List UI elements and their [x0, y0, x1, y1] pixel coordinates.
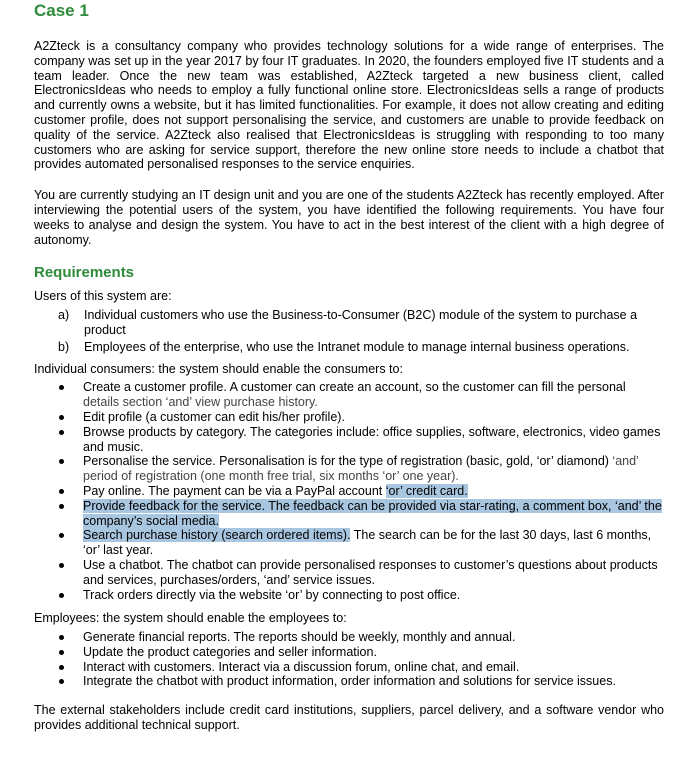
bullet-icon [59, 665, 64, 670]
list-item [34, 410, 664, 425]
list-item [34, 484, 664, 499]
employees-label: Employees: the system should enable the employees to: [34, 611, 347, 626]
bullet-icon [59, 650, 64, 655]
intro-paragraph-2: You are currently studying an IT design unit and you are one of the students A2Zteck has recently employed. After interviewing the potential users of the system, you have identified the following requirements. You have four weeks to analyse and design the system. You have to act in the best interest of the client with a high degree of autonomy. [34, 188, 664, 247]
list-item-text: Pay online. The payment can be via a PayPal account [83, 483, 386, 498]
list-item-text: ‘and’ period of registration (one month free trial, six months ‘or’ one year). [83, 454, 639, 484]
list-item [34, 308, 664, 338]
requirements-heading: Requirements [34, 264, 135, 282]
list-item [34, 645, 664, 660]
bullet-icon [59, 489, 64, 494]
list-item-text: Interact with customers. Interact via a discussion forum, online chat, and email. [83, 659, 520, 674]
highlighted-text: ‘or’ credit card. [385, 483, 468, 498]
highlighted-text: Provide feedback for the service. [83, 498, 266, 513]
bullet-icon [59, 563, 64, 568]
list-item [34, 499, 664, 529]
list-item [34, 425, 664, 455]
intro-paragraph-1: A2Zteck is a consultancy company who provides technology solutions for a wide range of enterprises. The company was set up in the year 2017 by four IT graduates. In 2020, the founders employed five IT students and a team leader. Once the new team was established, A2Zteck targeted a new business client, called ElectronicsIdeas who needs to employ a fully functional online store. ElectronicsIdeas sells a range of products and currently owns a website, but it has limited functionalities. For example, it does not allow creating and editing customer profile, does not support personalising the service, and customers are unable to provide feedback on quality of the service. A2Zteck also realised that ElectronicsIdeas is struggling with responding to too many customers who are asking for service support, therefore the new online store needs to include a chatbot that provides automated personalised responses to the service enquiries. [34, 39, 664, 172]
bullet-icon [59, 415, 64, 420]
list-item [34, 558, 664, 588]
list-item [34, 630, 664, 645]
list-item [34, 588, 664, 603]
list-item [34, 660, 664, 675]
employee-requirements-list [34, 630, 664, 689]
list-item [34, 528, 664, 558]
bullet-icon [59, 593, 64, 598]
list-item-text: Integrate the chatbot with product information, order information and solutions for service issues. [83, 674, 616, 689]
list-item [34, 380, 664, 410]
list-item-text: Create a customer profile. A customer can create an account, so the customer can fill the personal [83, 380, 626, 395]
bullet-icon [59, 679, 64, 684]
case-title: Case 1 [34, 1, 89, 20]
bullet-icon [59, 430, 64, 435]
list-item-text: Edit profile (a customer can edit his/her profile). [83, 409, 345, 424]
list-item-text: Generate financial reports. The reports should be weekly, monthly and annual. [83, 630, 516, 645]
bullet-icon [59, 533, 64, 538]
list-item-text: ‘and’ service issues. [263, 572, 376, 587]
list-item-text: Track orders directly via the website ‘or’ by connecting to post office. [83, 587, 461, 602]
bullet-icon [59, 385, 64, 390]
users-intro: Users of this system are: [34, 289, 172, 304]
highlighted-text: Search purchase history (search ordered items). [83, 528, 351, 543]
list-item-text: Use a chatbot. The chatbot can provide personalised responses to customer’s questions about products and services, purchases/orders, [83, 557, 658, 587]
users-list [34, 308, 664, 354]
list-item [34, 674, 664, 689]
list-item [34, 454, 664, 484]
list-item-text: details section ‘and’ view purchase history. [83, 395, 318, 410]
highlighted-text: The feedback can be provided via star-rating, a comment box, ‘and’ the company’s social media. [83, 498, 662, 528]
bullet-icon [59, 635, 64, 640]
list-item-text: The search can be for the last 30 days, last 6 months, ‘or’ last year. [83, 528, 652, 558]
list-item [34, 340, 664, 355]
list-marker: b) [58, 339, 70, 354]
list-item-text: Employees of the enterprise, who use the Intranet module to manage internal business operations. [84, 339, 630, 354]
external-stakeholders: The external stakeholders include credit card institutions, suppliers, parcel delivery, and a software vendor who provides additional technical support. [34, 703, 664, 733]
list-item-text: Individual customers who use the Business-to-Consumer (B2C) module of the system to purchase a product [84, 308, 638, 337]
consumers-label: Individual consumers: the system should enable the consumers to: [34, 361, 403, 376]
document-page [34, 0, 664, 733]
list-item-text: Update the product categories and seller information. [83, 644, 377, 659]
bullet-icon [59, 504, 64, 509]
list-item-text: Browse products by category. The categories include: office supplies, software, electronics, video games and music. [83, 424, 661, 454]
list-marker: a) [58, 308, 70, 323]
list-item-text: Personalise the service. Personalisation is for the type of registration (basic, gold, ‘or’ diamond) [83, 454, 609, 469]
bullet-icon [59, 459, 64, 464]
consumer-requirements-list [34, 380, 664, 602]
